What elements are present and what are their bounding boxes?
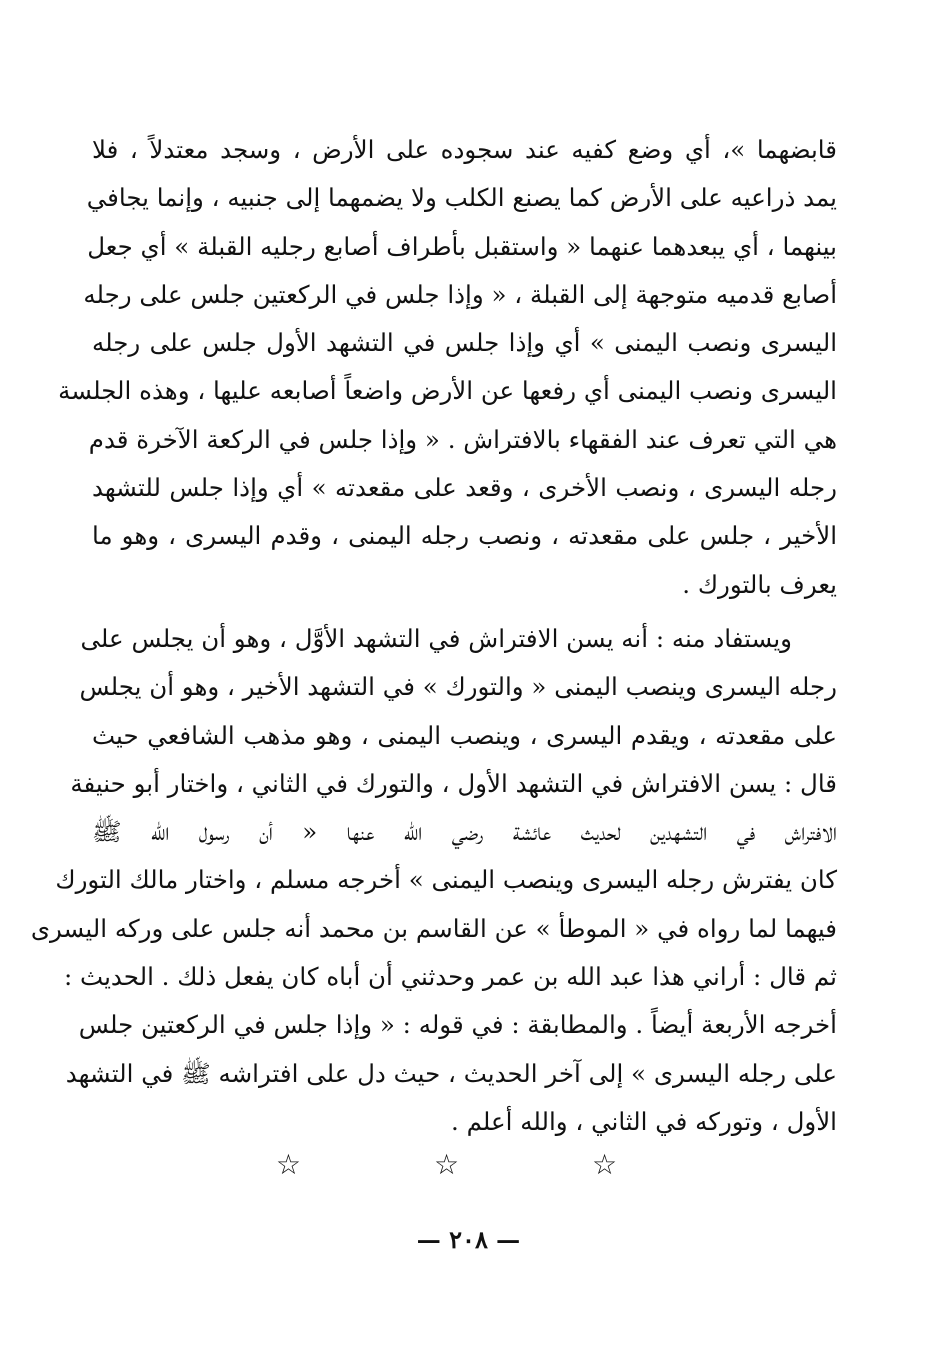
star-icon: ☆ <box>433 1148 504 1181</box>
text-line: الافتراش في التشهدين لحديث عائشة رضي الله عنها « أن رسول الله ﷺ <box>92 817 837 847</box>
page-number: — ٢٠٨ — <box>416 1225 521 1254</box>
text-line: أخرجه الأربعة أيضاً . والمطابقة : في قوله : « وإذا جلس في الركعتين جلس <box>78 1010 837 1040</box>
text-line: على رجله اليسرى » إلى آخر الحديث ، حيث دل على افتراشه ﷺ في التشهد <box>65 1058 837 1088</box>
text-line: قال : يسن الافتراش في التشهد الأول ، والتورك في الثاني ، واختار أبو حنيفة <box>70 768 837 798</box>
text-line: بينهما ، أي يبعدهما عنهما « واستقبل بأطراف أصابع رجليه القبلة » أي جعل <box>87 231 837 261</box>
text-line: يمد ذراعيه على الأرض كما يصنع الكلب ولا يضمهما إلى جنبيه ، وإنما يجافي <box>86 183 837 213</box>
text-line: أصابع قدميه متوجهة إلى القبلة ، « وإذا جلس في الركعتين جلس على رجله <box>83 279 837 309</box>
text-line: اليسرى ونصب اليمنى أي رفعها عن الأرض واضعاً أصابعه عليها ، وهذه الجلسة <box>58 376 837 406</box>
paragraph-2 <box>30 615 837 1146</box>
star-ornament <box>0 1148 937 1181</box>
text-line: يعرف بالتورك . <box>682 569 837 599</box>
paragraph-1 <box>58 126 837 609</box>
text-line: كان يفترش رجله اليسرى وينصب اليمنى » أخرجه مسلم ، واختار مالك التورك <box>55 865 837 895</box>
text-line: على مقعدته ، ويقدم اليسرى ، وينصب اليمنى ، وهو مذهب الشافعي حيث <box>92 720 837 750</box>
text-line: رجله اليسرى ، ونصب الأخرى ، وقعد على مقعدته » أي وإذا جلس للتشهد <box>92 473 837 503</box>
star-icon: ☆ <box>275 1148 346 1181</box>
text-line: الأول ، وتوركه في الثاني ، والله أعلم . <box>451 1106 837 1136</box>
text-line: اليسرى ونصب اليمنى » أي وإذا جلس في التشهد الأول جلس على رجله <box>92 328 837 358</box>
text-line: هي التي تعرف عند الفقهاء بالافتراش . « وإذا جلس في الركعة الآخرة قدم <box>88 424 837 454</box>
text-line: الأخير ، جلس على مقعدته ، ونصب رجله اليمنى ، وقدم اليسرى ، وهو ما <box>92 521 837 551</box>
text-line: ويستفاد منه : أنه يسن الافتراش في التشهد الأوَّل ، وهو أن يجلس على <box>80 624 792 653</box>
text-line: رجله اليسرى وينصب اليمنى « والتورك » في التشهد الأخير ، وهو أن يجلس <box>79 672 837 702</box>
text-line: ثم قال : أراني هذا عبد الله بن عمر وحدثني أن أباه كان يفعل ذلك . الحديث : <box>64 962 837 992</box>
star-icon: ☆ <box>591 1148 662 1181</box>
text-line: فيهما لما رواه في « الموطأ » عن القاسم بن محمد أنه جلس على وركه اليسرى <box>30 913 837 943</box>
text-line: قابضهما »، أي وضع كفيه عند سجوده على الأرض ، وسجد معتدلاً ، فلا <box>92 135 837 164</box>
